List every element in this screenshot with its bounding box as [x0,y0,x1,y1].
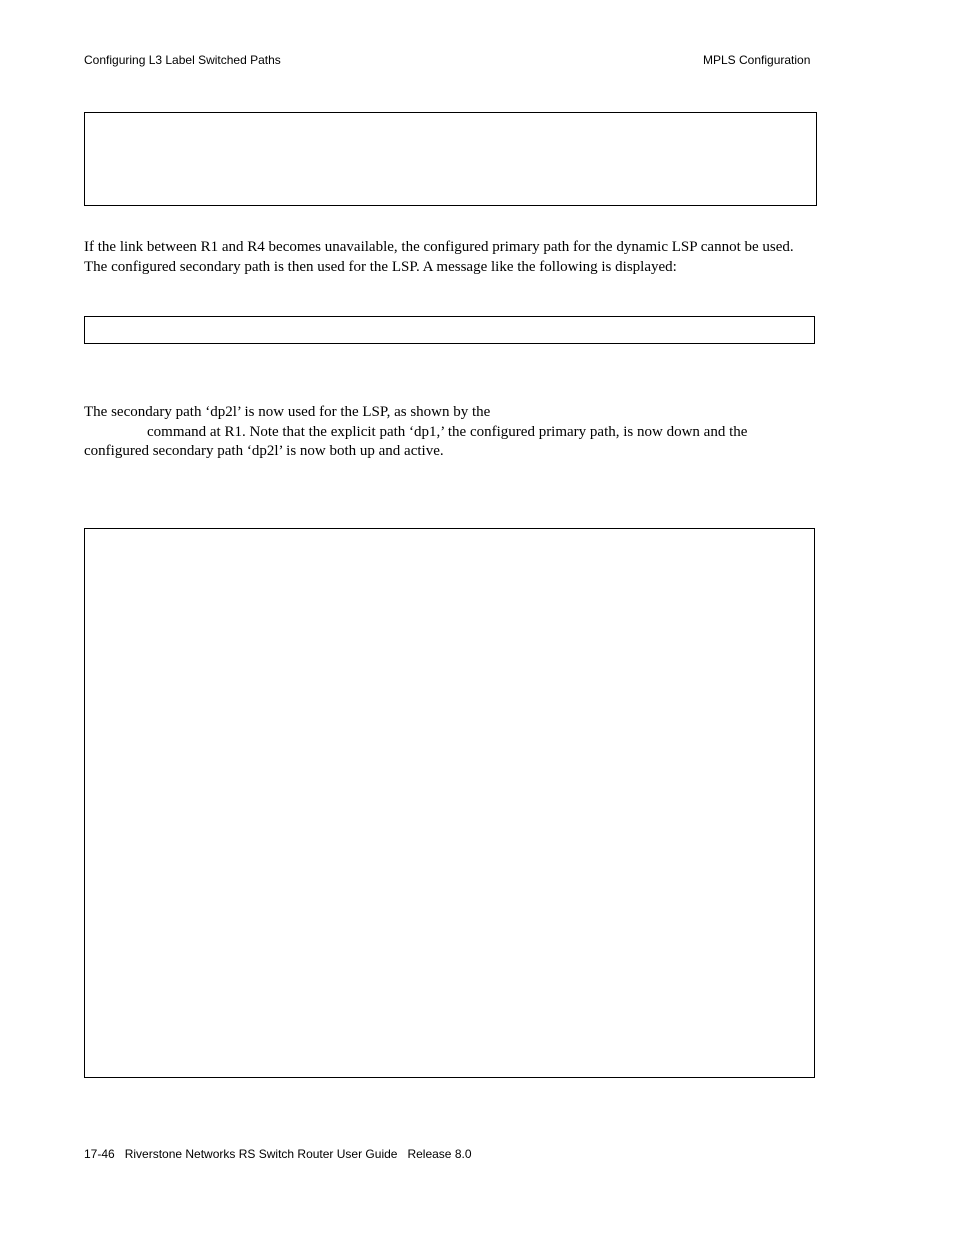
paragraph-line: The secondary path ‘dp2l’ is now used for the LSP, as shown by the [84,404,491,420]
message-example-box [84,316,815,344]
body-paragraph [84,403,747,462]
paragraph-line: command at R1. Note that the explicit path ‘dp1,’ the configured primary path, is now down and the [147,423,748,440]
body-paragraph [84,238,794,277]
running-header-right: MPLS Configuration [703,53,811,67]
page-footer: 17-46 Riverstone Networks RS Switch Router User Guide Release 8.0 [84,1147,472,1161]
running-header-left: Configuring L3 Label Switched Paths [84,53,281,67]
paragraph-line: The configured secondary path is then used for the LSP. A message like the following is displayed: [84,258,677,275]
command-output-box [84,528,815,1078]
code-example-box [84,112,817,206]
paragraph-line: configured secondary path ‘dp2l’ is now both up and active. [84,443,444,459]
paragraph-line: If the link between R1 and R4 becomes unavailable, the configured primary path for the dynamic LSP cannot be used. [84,239,794,255]
